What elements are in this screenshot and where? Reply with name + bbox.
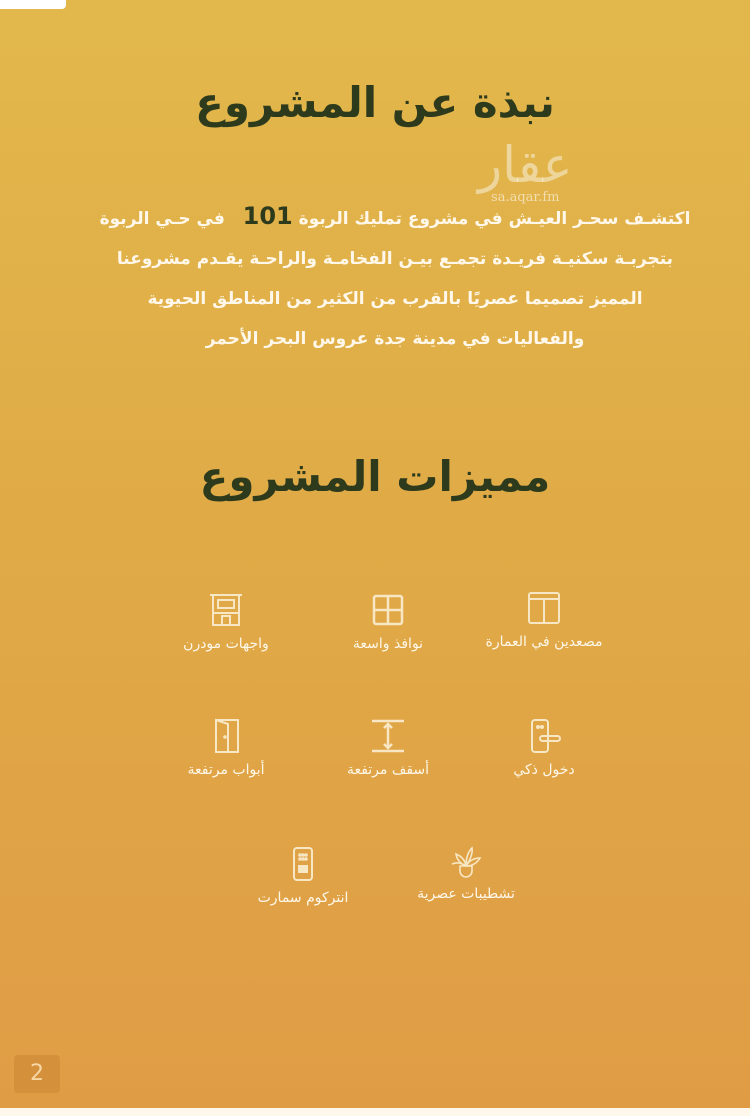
feature-label: نوافذ واسعة bbox=[352, 636, 424, 652]
feature-high-ceilings bbox=[298, 718, 478, 778]
about-title: نبذة عن المشروع bbox=[195, 78, 555, 127]
bottom-strip bbox=[0, 1108, 750, 1116]
para-line4: والفعاليات في مدينة جدة عروس البحر الأحمر bbox=[205, 329, 585, 349]
watermark-url: sa.aqar.fm bbox=[491, 190, 560, 205]
watermark-brand: عقار bbox=[478, 136, 573, 194]
feature-facades bbox=[136, 592, 316, 652]
feature-smart-entry bbox=[454, 718, 634, 778]
feature-elevators bbox=[454, 590, 634, 650]
feature-modern-finishes bbox=[376, 842, 556, 902]
feature-label: دخول ذكي bbox=[513, 762, 575, 778]
para-line3: المميز تصميما عصريًا بالقرب من الكثير من المناطق الحيوية bbox=[147, 289, 643, 309]
feature-label: أسقف مرتفعة bbox=[346, 762, 430, 778]
para-line1a: اكتشـف سحـر العيـش في مشروع تمليك الربوة bbox=[298, 209, 691, 229]
feature-smart-intercom bbox=[213, 846, 393, 906]
features-title: مميزات المشروع bbox=[199, 452, 551, 501]
ceiling-height-icon bbox=[370, 718, 406, 754]
feature-label: واجهات مودرن bbox=[183, 636, 269, 652]
project-number: 101 bbox=[242, 202, 293, 230]
page-number-badge: 2 bbox=[14, 1055, 60, 1093]
elevator-icon bbox=[526, 590, 562, 626]
top-tab bbox=[0, 0, 66, 9]
feature-label: أبواب مرتفعة bbox=[187, 762, 265, 778]
feature-label: مصعدين في العمارة bbox=[485, 634, 603, 650]
feature-label: تشطيبات عصرية bbox=[417, 886, 515, 902]
feature-windows bbox=[298, 592, 478, 652]
intercom-icon bbox=[285, 846, 321, 882]
window-icon bbox=[370, 592, 406, 628]
para-line2: بتجربـة سكنيـة فريـدة تجمـع بيـن الفخامـة والراحـة يقـدم مشروعنا bbox=[116, 249, 674, 269]
feature-high-doors bbox=[136, 718, 316, 778]
plant-icon bbox=[448, 842, 484, 878]
smart-lock-icon bbox=[526, 718, 562, 754]
about-paragraph bbox=[90, 196, 700, 359]
para-line1b: في حـي الربوة bbox=[99, 209, 225, 229]
door-icon bbox=[208, 718, 244, 754]
building-icon bbox=[208, 592, 244, 628]
feature-label: انتركوم سمارت bbox=[257, 890, 349, 906]
